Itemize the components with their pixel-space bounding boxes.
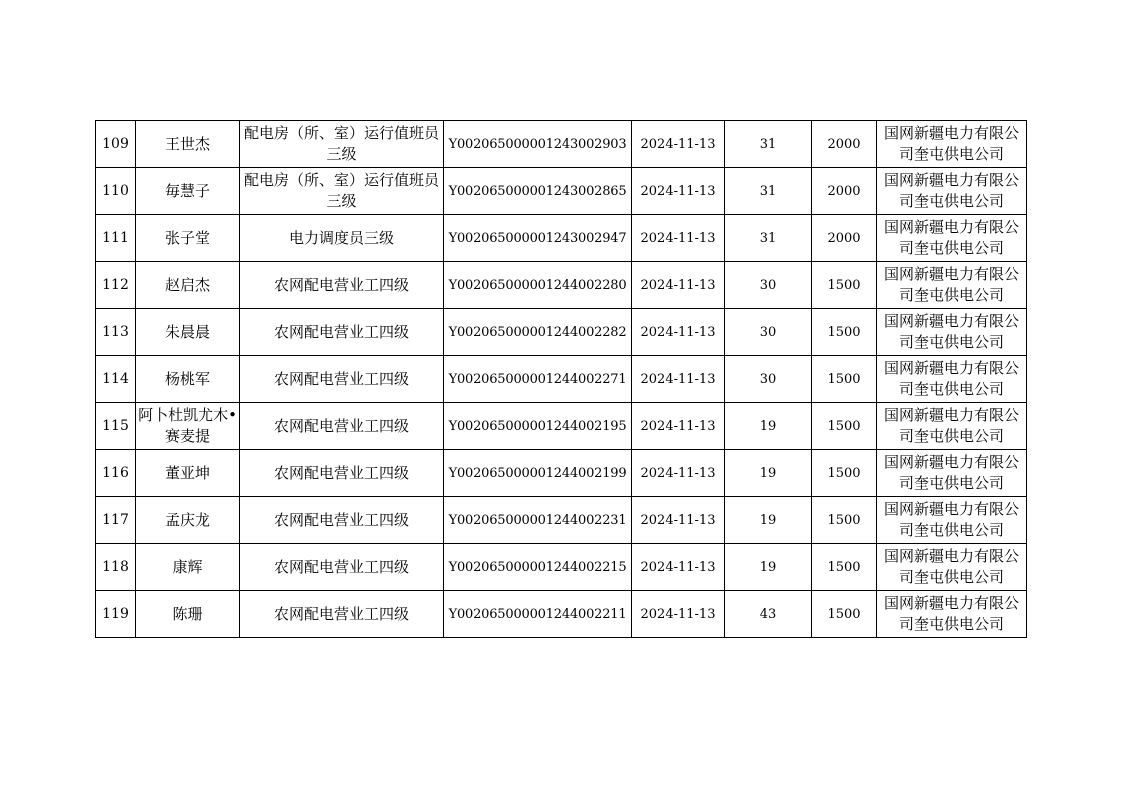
- certificate-number-cell: Y002065000001244002231: [444, 497, 632, 544]
- position-cell: 农网配电营业工四级: [240, 403, 444, 450]
- count-cell: 30: [725, 309, 812, 356]
- position-cell: 农网配电营业工四级: [240, 356, 444, 403]
- amount-cell: 2000: [812, 215, 877, 262]
- amount-cell: 1500: [812, 450, 877, 497]
- row-number-cell: 116: [96, 450, 136, 497]
- amount-cell: 1500: [812, 356, 877, 403]
- row-number-cell: 111: [96, 215, 136, 262]
- certificate-table: [95, 120, 1027, 638]
- certificate-number-cell: Y002065000001244002195: [444, 403, 632, 450]
- table-row: [96, 403, 1027, 450]
- count-cell: 19: [725, 497, 812, 544]
- person-name-cell: 朱晨晨: [136, 309, 240, 356]
- count-cell: 30: [725, 356, 812, 403]
- certificate-number-cell: Y00206500000124300​2903: [444, 121, 632, 168]
- certificate-number-cell: Y002065000001244002199: [444, 450, 632, 497]
- table-row: [96, 168, 1027, 215]
- position-cell: 农网配电营业工四级: [240, 450, 444, 497]
- amount-cell: 2000: [812, 121, 877, 168]
- table-row: [96, 450, 1027, 497]
- certificate-number-cell: Y002065000001244002271: [444, 356, 632, 403]
- row-number-cell: 114: [96, 356, 136, 403]
- person-name-cell: 孟庆龙: [136, 497, 240, 544]
- table-row: [96, 591, 1027, 638]
- issue-date-cell: 2024-11-13: [632, 403, 725, 450]
- position-cell: 电力调度员三级: [240, 215, 444, 262]
- person-name-cell: 赵启杰: [136, 262, 240, 309]
- amount-cell: 1500: [812, 262, 877, 309]
- table-row: [96, 121, 1027, 168]
- person-name-cell: 杨桃军: [136, 356, 240, 403]
- count-cell: 31: [725, 168, 812, 215]
- table-row: [96, 309, 1027, 356]
- table-row: [96, 262, 1027, 309]
- issue-date-cell: 2024-11-13: [632, 450, 725, 497]
- person-name-cell: 康辉: [136, 544, 240, 591]
- person-name-cell: 陈珊: [136, 591, 240, 638]
- company-cell: 国网新疆电力有限公司奎屯供电公司: [877, 544, 1027, 591]
- position-cell: 农网配电营业工四级: [240, 497, 444, 544]
- person-name-cell: 王世杰: [136, 121, 240, 168]
- company-cell: 国网新疆电力有限公司奎屯供电公司: [877, 168, 1027, 215]
- count-cell: 19: [725, 450, 812, 497]
- amount-cell: 1500: [812, 497, 877, 544]
- count-cell: 30: [725, 262, 812, 309]
- table-row: [96, 215, 1027, 262]
- row-number-cell: 119: [96, 591, 136, 638]
- company-cell: 国网新疆电力有限公司奎屯供电公司: [877, 215, 1027, 262]
- amount-cell: 1500: [812, 309, 877, 356]
- position-cell: 农网配电营业工四级: [240, 309, 444, 356]
- count-cell: 43: [725, 591, 812, 638]
- count-cell: 31: [725, 215, 812, 262]
- company-cell: 国网新疆电力有限公司奎屯供电公司: [877, 356, 1027, 403]
- issue-date-cell: 2024-11-13: [632, 262, 725, 309]
- issue-date-cell: 2024-11-13: [632, 168, 725, 215]
- row-number-cell: 117: [96, 497, 136, 544]
- company-cell: 国网新疆电力有限公司奎屯供电公司: [877, 591, 1027, 638]
- certificate-number-cell: Y002065000001244002211: [444, 591, 632, 638]
- issue-date-cell: 2024-11-13: [632, 497, 725, 544]
- table-row: [96, 544, 1027, 591]
- row-number-cell: 115: [96, 403, 136, 450]
- person-name-cell: 董亚坤: [136, 450, 240, 497]
- company-cell: 国网新疆电力有限公司奎屯供电公司: [877, 497, 1027, 544]
- position-cell: 农网配电营业工四级: [240, 591, 444, 638]
- position-cell: 农网配电营业工四级: [240, 544, 444, 591]
- company-cell: 国网新疆电力有限公司奎屯供电公司: [877, 309, 1027, 356]
- issue-date-cell: 2024-11-13: [632, 591, 725, 638]
- table-body: [96, 121, 1027, 638]
- row-number-cell: 109: [96, 121, 136, 168]
- issue-date-cell: 2024-11-13: [632, 121, 725, 168]
- company-cell: 国网新疆电力有限公司奎屯供电公司: [877, 403, 1027, 450]
- issue-date-cell: 2024-11-13: [632, 544, 725, 591]
- count-cell: 19: [725, 544, 812, 591]
- count-cell: 31: [725, 121, 812, 168]
- count-cell: 19: [725, 403, 812, 450]
- row-number-cell: 110: [96, 168, 136, 215]
- position-cell: 配电房（所、室）运行值班员三级: [240, 121, 444, 168]
- issue-date-cell: 2024-11-13: [632, 309, 725, 356]
- company-cell: 国网新疆电力有限公司奎屯供电公司: [877, 262, 1027, 309]
- certificate-number-cell: Y002065000001244002215: [444, 544, 632, 591]
- certificate-number-cell: Y002065000001243002947: [444, 215, 632, 262]
- row-number-cell: 113: [96, 309, 136, 356]
- company-cell: 国网新疆电力有限公司奎屯供电公司: [877, 121, 1027, 168]
- row-number-cell: 112: [96, 262, 136, 309]
- person-name-cell: 张子堂: [136, 215, 240, 262]
- issue-date-cell: 2024-11-13: [632, 215, 725, 262]
- certificate-number-cell: Y002065000001243002865: [444, 168, 632, 215]
- table-row: [96, 497, 1027, 544]
- amount-cell: 1500: [812, 591, 877, 638]
- issue-date-cell: 2024-11-13: [632, 356, 725, 403]
- amount-cell: 2000: [812, 168, 877, 215]
- person-name-cell: 毎慧子: [136, 168, 240, 215]
- certificate-number-cell: Y002065000001244002280: [444, 262, 632, 309]
- position-cell: 农网配电营业工四级: [240, 262, 444, 309]
- amount-cell: 1500: [812, 403, 877, 450]
- position-cell: 配电房（所、室）运行值班员三级: [240, 168, 444, 215]
- person-name-cell: 阿卜杜凯尤木•赛麦提: [136, 403, 240, 450]
- company-cell: 国网新疆电力有限公司奎屯供电公司: [877, 450, 1027, 497]
- table-row: [96, 356, 1027, 403]
- row-number-cell: 118: [96, 544, 136, 591]
- amount-cell: 1500: [812, 544, 877, 591]
- certificate-number-cell: Y002065000001244002282: [444, 309, 632, 356]
